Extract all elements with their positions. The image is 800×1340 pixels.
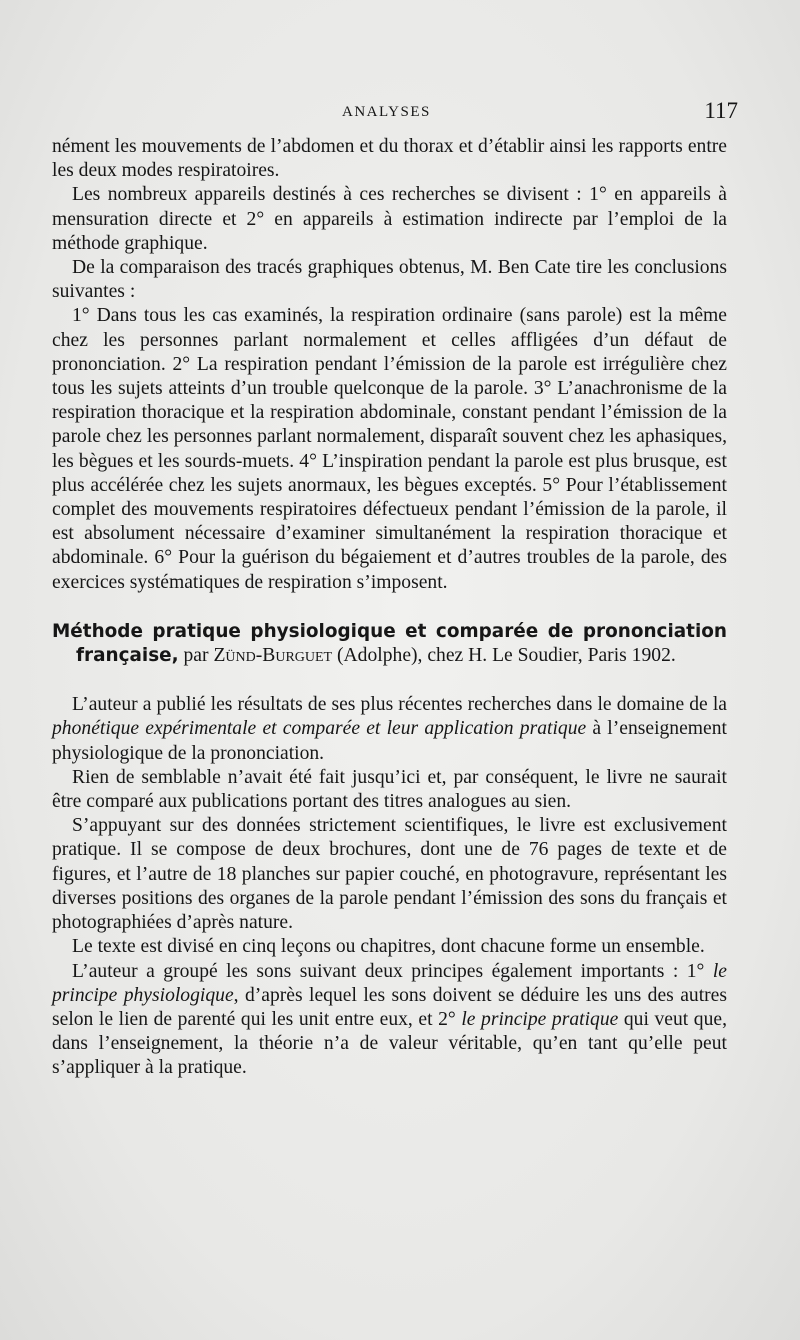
- paragraph-five-lessons: Le texte est divisé en cinq leçons ou chapitres, dont chacune forme un ensemble.: [72, 936, 705, 958]
- entry-publisher: (Adolphe), chez H. Le Soudier, Paris 1902.: [332, 645, 676, 667]
- entry-author: Zünd-Burguet: [213, 645, 333, 667]
- paragraph-apparatus: Les nombreux appareils destinés à ces recherches se divisent : 1° en appareils à mensuration directe et 2° en appareils à estimation indirecte par l’emploi de la méthode graphique.: [52, 184, 727, 254]
- paragraph-comparison: De la comparaison des tracés graphiques obtenus, M. Ben Cate tire les conclusions suivantes :: [52, 257, 727, 303]
- paragraph-conclusions: 1° Dans tous les cas examinés, la respiration ordinaire (sans parole) est la même chez les personnes parlant normalement et celles affligées d’un défaut de prononciation. 2° La respiration pendant l’émission de la parole est irrégulière chez tous les sujets atteints d’un trouble quelconque de la parole. 3° L’anachronisme de la respiration thoracique et la respiration abdominale, constant pendant l’émission de la parole chez les personnes parlant normalement, disparaît souvent chez les aphasiques, les bègues et les sourds-muets. 4° L’inspiration pendant la parole est plus brusque, est plus accélérée chez les sujets anormaux, les bègues exceptés. 5° Pour l’établissement complet des mouvements respiratoires défectueux pendant l’émission de la parole, il est absolument nécessaire d’examiner simultanément la respiration thoracique et abdominale. 6° Pour la guérison du bégaiement et d’autres troubles de la parole, des exercices systématiques de respiration s’imposent.: [52, 305, 727, 593]
- text-run: L’auteur a publié les résultats de ses plus récentes recherches dans le domaine de la: [72, 694, 727, 716]
- paragraph-author-published: [52, 693, 727, 766]
- italic-run: le principe physiologique: [52, 960, 727, 1006]
- paragraph-scientific-data: S’appuyant sur des données strictement scientifiques, le livre est exclusivement pratique. Il se compose de deux brochures, dont une de 76 pages de texte et de figures, et l’autre de 18 planches sur papier couché, en photogravure, représentant les diverses positions des organes de la parole pendant l’émission des sons du français et photographiées d’après nature.: [52, 815, 727, 934]
- page-body: [52, 135, 727, 1081]
- text-run: L’auteur a groupé les sons suivant deux principes également importants : 1°: [72, 960, 713, 982]
- text-run: qui veut que, dans l’enseignement, la théorie n’a de valeur véritable, qu’en tant qu’elle peut s’appliquer à la pratique.: [52, 1008, 727, 1079]
- entry-by: par: [178, 645, 214, 667]
- running-head: ANALYSES: [342, 104, 431, 120]
- bibliographic-entry: [52, 620, 727, 668]
- text-run: à l’enseignement physiologique de la prononciation.: [52, 718, 727, 764]
- italic-run: phonétique expérimentale et comparée et leur application pratique: [52, 718, 587, 740]
- paragraph-two-principles: [52, 960, 727, 1081]
- text-run: , d’après lequel les sons doivent se déduire les uns des autres selon le lien de parenté qui les unit entre eux, et 2°: [52, 984, 727, 1030]
- entry-title: Méthode pratique physiologique et comparée de prononciation française,: [52, 620, 727, 667]
- page-header: [52, 98, 742, 128]
- paragraph-nothing-similar: Rien de semblable n’avait été fait jusqu’ici et, par conséquent, le livre ne saurait être comparé aux publications portant des titres analogues au sien.: [52, 766, 727, 813]
- page-number: 117: [704, 98, 738, 123]
- spacer: [52, 668, 727, 693]
- paragraph-continuation: nément les mouvements de l’abdomen et du thorax et d’établir ainsi les rapports entre les deux modes respiratoires.: [52, 136, 727, 182]
- italic-run: le principe pratique: [461, 1008, 619, 1030]
